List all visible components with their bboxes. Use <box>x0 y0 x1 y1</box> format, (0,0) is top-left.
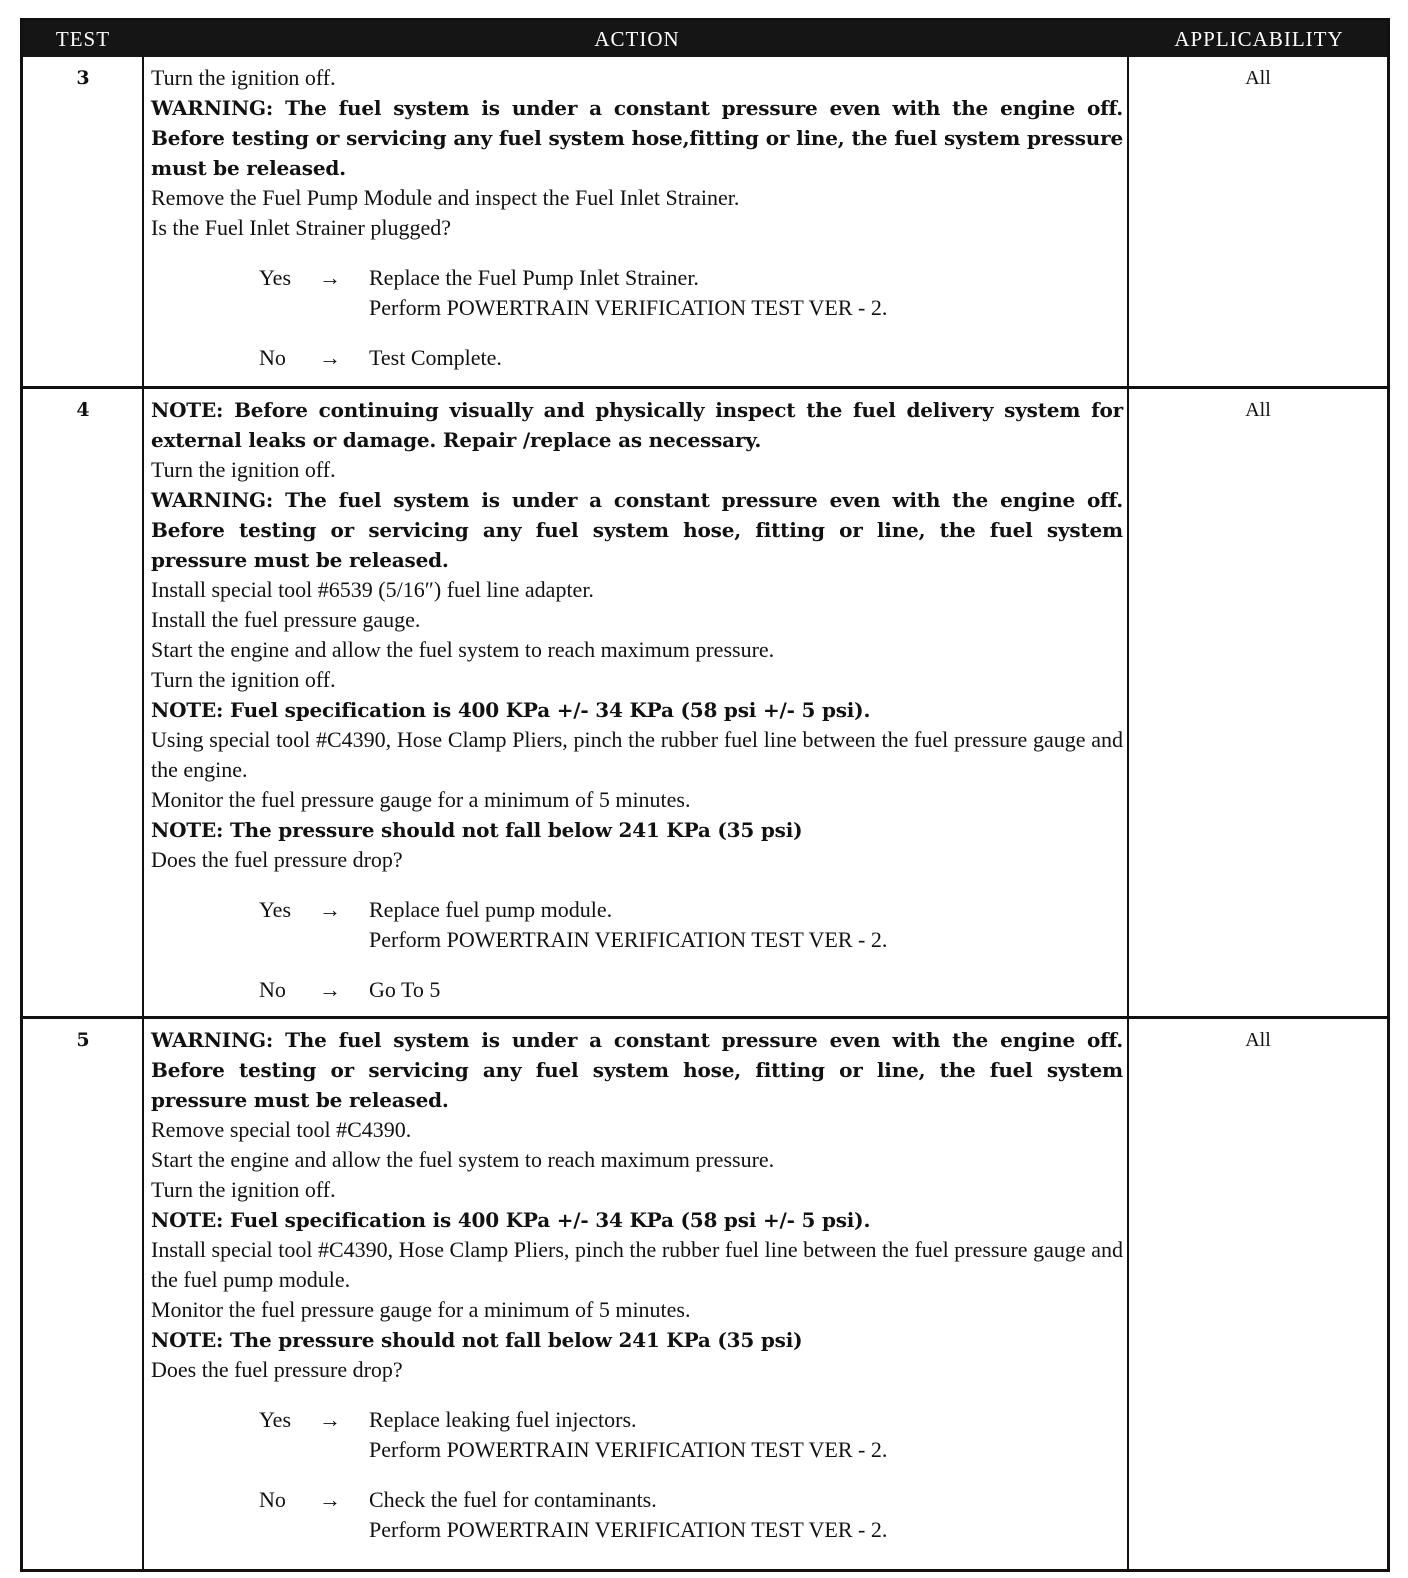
table-header <box>23 21 1387 57</box>
answer-action: Replace leaking fuel injectors. Perform POWERTRAIN VERIFICATION TEST VER - 2. <box>369 1407 888 1462</box>
no-branch <box>151 343 1123 373</box>
action-step: Turn the ignition off. <box>151 1177 336 1202</box>
action-note: NOTE: Fuel specification is 400 KPa +/- 34 KPa (58 psi +/- 5 psi). <box>151 698 871 722</box>
applicability-value: All <box>1245 67 1271 89</box>
action-note: WARNING: The fuel system is under a constant pressure even with the engine off. Before testing or servicing any fuel system hose, fitting or line, the fuel system pressure must be released. <box>151 1028 1123 1112</box>
applicability-value: All <box>1245 399 1271 421</box>
test-row <box>23 57 1387 386</box>
no-branch <box>151 975 1123 1005</box>
test-number: 3 <box>76 67 90 89</box>
arrow-icon: → <box>319 265 341 290</box>
test-row <box>23 1016 1387 1570</box>
test-number: 5 <box>76 1029 90 1051</box>
action-step: Does the fuel pressure drop? <box>151 1357 403 1382</box>
action-step: Is the Fuel Inlet Strainer plugged? <box>151 215 451 240</box>
arrow-icon: → <box>319 897 341 922</box>
action-step: Install the fuel pressure gauge. <box>151 607 421 632</box>
action-step: Turn the ignition off. <box>151 65 336 90</box>
header-action: ACTION <box>594 27 680 51</box>
arrow-icon: → <box>319 977 341 1002</box>
answer-label: No <box>259 977 286 1002</box>
header-applicability: APPLICABILITY <box>1174 27 1344 51</box>
diagnostic-table <box>20 18 1390 1572</box>
arrow-icon: → <box>319 1407 341 1432</box>
answer-action: Go To 5 <box>369 977 441 1002</box>
test-number: 4 <box>76 399 90 421</box>
action-note: NOTE: The pressure should not fall below 241 KPa (35 psi) <box>151 1328 803 1352</box>
arrow-icon: → <box>319 1487 341 1512</box>
yes-branch <box>151 895 1123 955</box>
answer-label: No <box>259 1487 286 1512</box>
answer-action: Replace the Fuel Pump Inlet Strainer. Perform POWERTRAIN VERIFICATION TEST VER - 2. <box>369 265 888 320</box>
no-branch <box>151 1485 1123 1545</box>
applicability-value: All <box>1245 1029 1271 1051</box>
action-step: Install special tool #C4390, Hose Clamp Pliers, pinch the rubber fuel line between the fuel pressure gauge and the fuel pump module. <box>151 1237 1123 1292</box>
action-step: Turn the ignition off. <box>151 457 336 482</box>
action-step: Using special tool #C4390, Hose Clamp Pliers, pinch the rubber fuel line between the fuel pressure gauge and the engine. <box>151 727 1123 782</box>
action-step: Start the engine and allow the fuel system to reach maximum pressure. <box>151 637 775 662</box>
action-step: Remove the Fuel Pump Module and inspect the Fuel Inlet Strainer. <box>151 185 740 210</box>
action-step: Does the fuel pressure drop? <box>151 847 403 872</box>
answer-action: Test Complete. <box>369 345 502 370</box>
action-cell <box>151 395 1123 1005</box>
action-note: NOTE: Before continuing visually and physically inspect the fuel delivery system for external leaks or damage. Repair /replace as necessary. <box>151 398 1123 452</box>
action-step: Install special tool #6539 (5/16″) fuel line adapter. <box>151 577 594 602</box>
yes-branch <box>151 1405 1123 1465</box>
answer-label: No <box>259 345 286 370</box>
action-step: Turn the ignition off. <box>151 667 336 692</box>
answer-action: Check the fuel for contaminants. Perform POWERTRAIN VERIFICATION TEST VER - 2. <box>369 1487 888 1542</box>
answer-label: Yes <box>259 265 292 290</box>
action-step: Monitor the fuel pressure gauge for a minimum of 5 minutes. <box>151 787 691 812</box>
answer-label: Yes <box>259 897 292 922</box>
yes-branch <box>151 263 1123 323</box>
arrow-icon: → <box>319 345 341 370</box>
test-row <box>23 386 1387 1016</box>
action-note: WARNING: The fuel system is under a constant pressure even with the engine off. Before testing or servicing any fuel system hose, fitting or line, the fuel system pressure must be released. <box>151 488 1123 572</box>
action-note: NOTE: Fuel specification is 400 KPa +/- 34 KPa (58 psi +/- 5 psi). <box>151 1208 871 1232</box>
answer-action: Replace fuel pump module. Perform POWERTRAIN VERIFICATION TEST VER - 2. <box>369 897 888 952</box>
action-step: Monitor the fuel pressure gauge for a minimum of 5 minutes. <box>151 1297 691 1322</box>
header-test: TEST <box>55 27 111 51</box>
action-note: WARNING: The fuel system is under a constant pressure even with the engine off. Before testing or servicing any fuel system hose,fitting or line, the fuel system pressure must be released. <box>151 96 1123 180</box>
action-step: Start the engine and allow the fuel system to reach maximum pressure. <box>151 1147 775 1172</box>
action-cell <box>151 1025 1123 1545</box>
action-note: NOTE: The pressure should not fall below 241 KPa (35 psi) <box>151 818 803 842</box>
action-step: Remove special tool #C4390. <box>151 1117 412 1142</box>
answer-label: Yes <box>259 1407 292 1432</box>
action-cell <box>151 63 1123 373</box>
